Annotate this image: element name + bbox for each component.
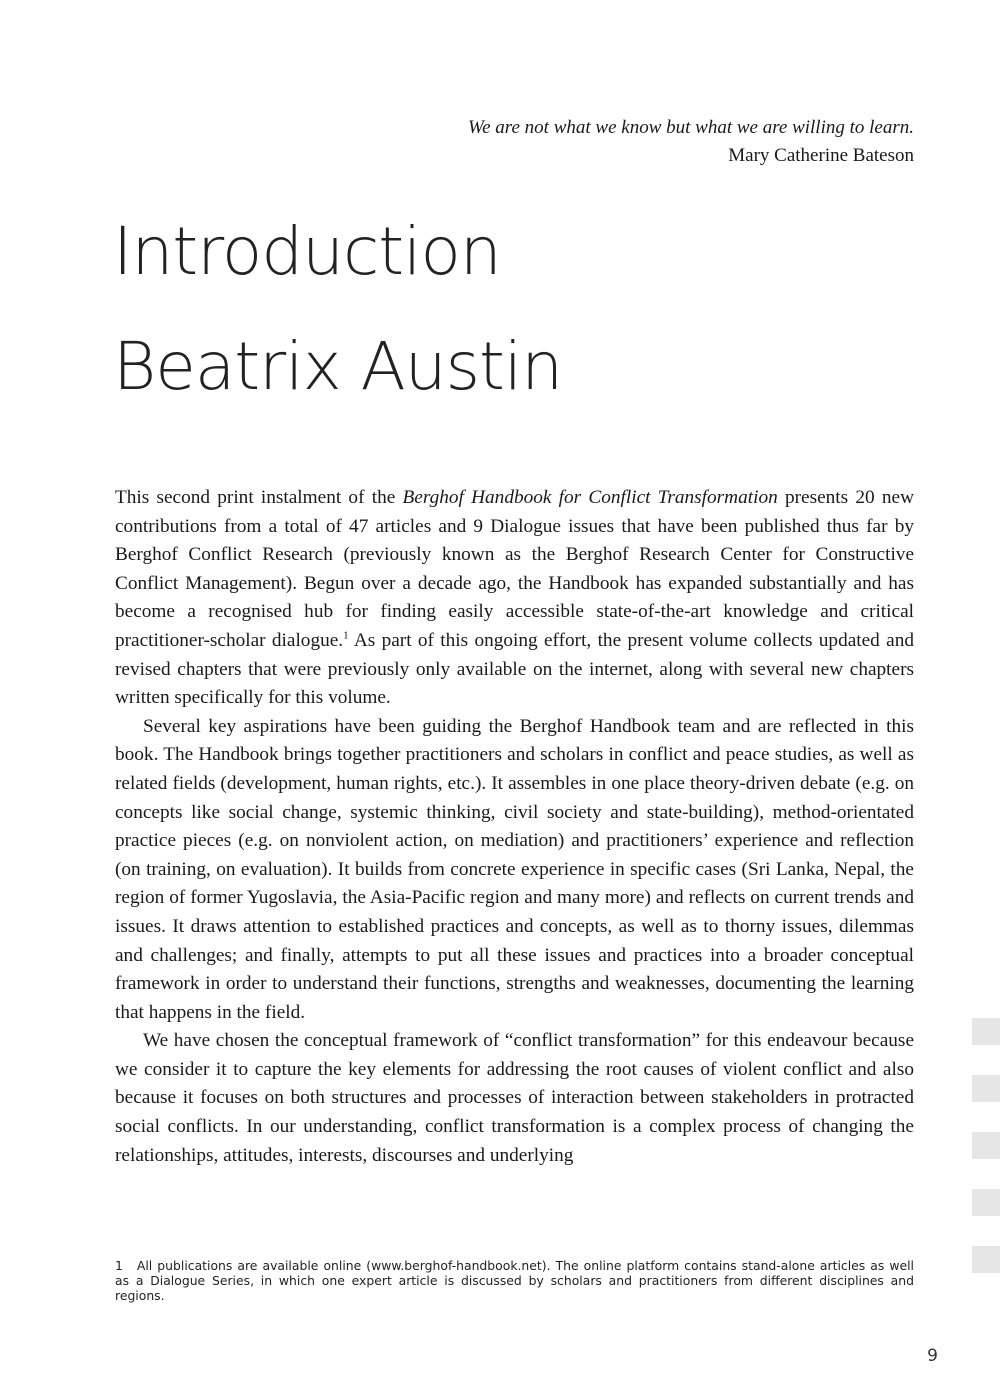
chapter-title: Introduction bbox=[113, 213, 501, 290]
footnote-number: 1 bbox=[115, 1258, 123, 1273]
paragraph-2: Several key aspirations have been guiding the Berghof Handbook team and are reflected in this book. The Handbook brings together practitioners and scholars in conflict and peace studies, as well as related fields (development, human rights, etc.). It assembles in one place theory-driven debate (e.g. on concepts like social change, systemic thinking, civil society and state-building), method-orientated practice pieces (e.g. on nonviolent action, on mediation) and practitioners’ experience and reflection (on training, on evaluation). It builds from concrete experience in specific cases (Sri Lanka, Nepal, the region of former Yugoslavia, the Asia-Pacific region and many more) and reflects on current trends and issues. It draws attention to established practices and concepts, as well as to thorny issues, dilemmas and challenges; and finally, attempts to put all these issues and practices into a broader conceptual framework in order to understand their functions, strengths and weaknesses, documenting the learning that happens in the field. bbox=[115, 715, 914, 1023]
paragraph-1-middle: presents 20 new contributions from a total of 47 articles and 9 Dialogue issues that have been published thus far by Berghof Conflict Research (previously known as the Berghof Research Center for Constructive Conflict Management). Begun over a decade ago, the Handbook has expanded substantially and has become a recognised hub for finding easily accessible state-of-the-art knowledge and critical practitioner-scholar dialogue. bbox=[115, 487, 914, 651]
paragraph-3: We have chosen the conceptual framework of “conflict transformation” for this endeavour because we consider it to capture the key elements for addressing the root causes of violent conflict and also because it focuses on both structures and processes of interaction between stakeholders in protracted social conflicts. In our understanding, conflict transformation is a complex process of changing the relationships, attitudes, interests, discourses and underlying bbox=[115, 1030, 914, 1166]
footnote-text: All publications are available online (www.berghof-handbook.net). The online platform contains stand-alone articles as well as a Dialogue Series, in which one expert article is discussed by scholars and practitioners from different disciplines and regions. bbox=[115, 1258, 914, 1303]
thumb-index-tabs bbox=[972, 1018, 1000, 1303]
page-number: 9 bbox=[927, 1346, 938, 1366]
thumb-tab bbox=[972, 1075, 1000, 1102]
body-text bbox=[115, 484, 914, 1170]
epigraph bbox=[468, 114, 914, 170]
epigraph-quote: We are not what we know but what we are willing to learn. bbox=[468, 117, 914, 138]
chapter-author: Beatrix Austin bbox=[113, 328, 563, 405]
paragraph-1-start: This second print instalment of the bbox=[115, 487, 403, 508]
footnote-reference: 1 bbox=[343, 629, 349, 642]
handbook-title: Berghof Handbook for Conflict Transformation bbox=[402, 487, 778, 508]
epigraph-author: Mary Catherine Bateson bbox=[728, 145, 914, 166]
thumb-tab bbox=[972, 1189, 1000, 1216]
thumb-tab bbox=[972, 1246, 1000, 1273]
paragraph-1-end: As part of this ongoing effort, the present volume collects updated and revised chapters that were previously only available on the internet, along with several new chapters written specifically for this volume. bbox=[115, 629, 914, 709]
paragraph-1 bbox=[115, 484, 914, 713]
footnote bbox=[115, 1258, 914, 1303]
thumb-tab bbox=[972, 1018, 1000, 1045]
thumb-tab bbox=[972, 1132, 1000, 1159]
